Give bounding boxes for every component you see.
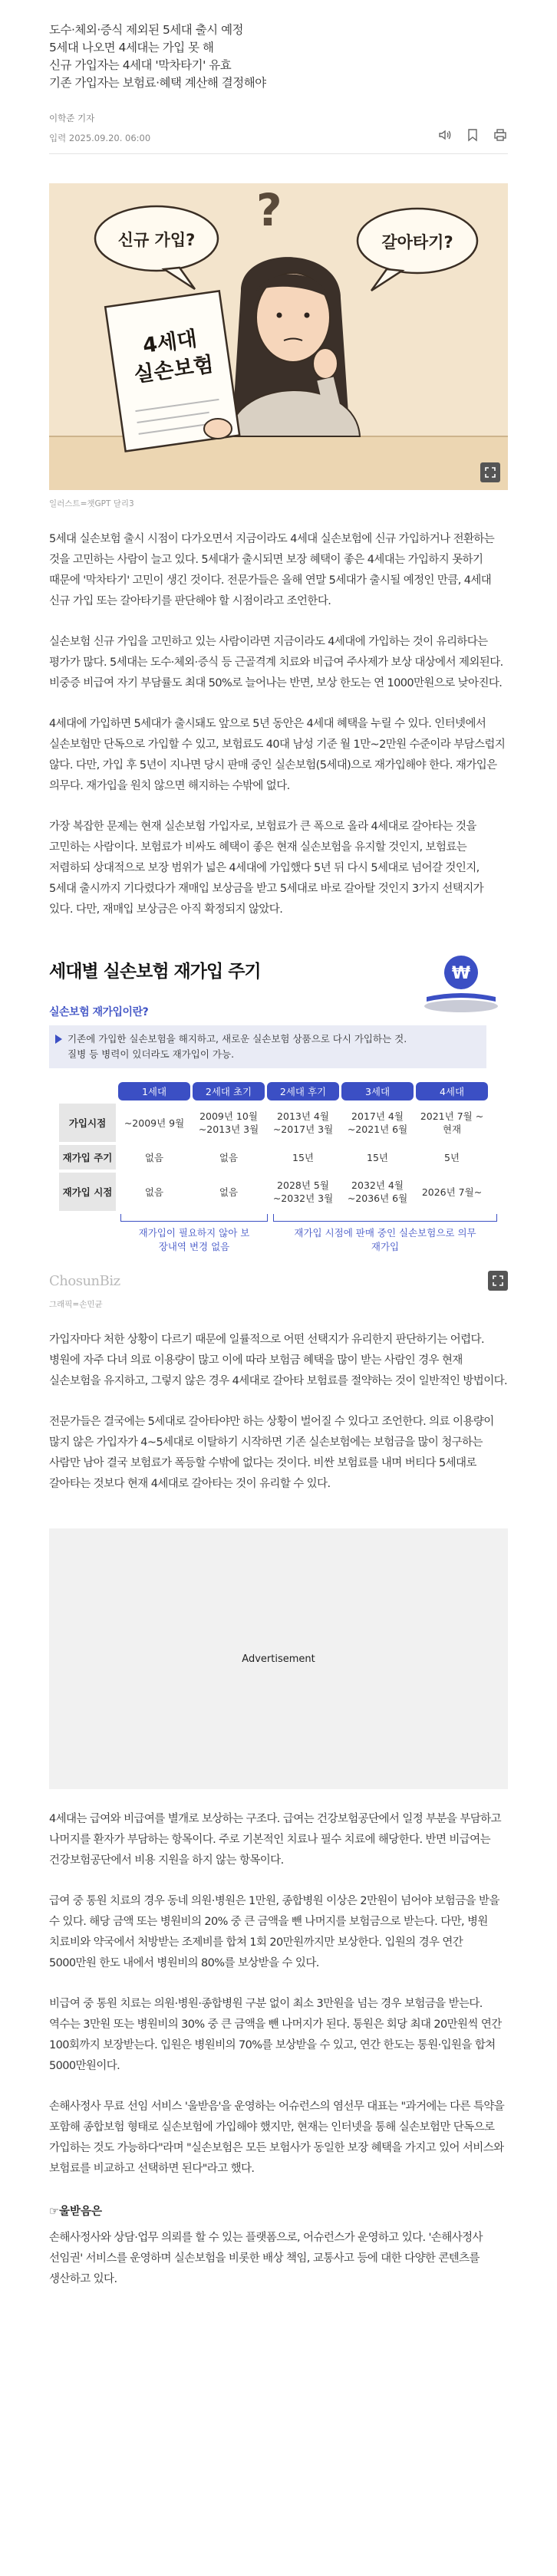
article-subtitles <box>49 0 557 92</box>
table-cell: 2009년 10월 ~2013년 3월 <box>198 1110 259 1135</box>
bookmark-icon[interactable] <box>465 127 480 143</box>
expand-image-button[interactable] <box>480 462 500 482</box>
subtitle-line: 신규 가입자는 4세대 '막차타기' 유효 <box>49 58 232 72</box>
triangle-bullet-icon <box>55 1035 62 1044</box>
row-label: 재가입 시점 <box>59 1173 116 1211</box>
table-cell: 2028년 5월 ~2032년 3월 <box>272 1179 334 1204</box>
row-label: 재가입 주기 <box>59 1145 116 1170</box>
reenrollment-infographic <box>49 951 508 1291</box>
table-cell: 없음 <box>219 1151 239 1163</box>
byline <box>49 112 508 144</box>
paragraph: 비급여 중 통원 치료는 의원·병원·종합병원 구분 없이 최소 3만원을 넘는 경우 보험금을 받는다. 역수는 3만원 또는 병원비의 30% 중 큰 금액을 뺀 나머지가 된다. 통원은 회당 최대 20만원씩 연간 100회까지 보장받는다. 입원은 병원비의 70%를 보상받을 수 있고, 연간 한도는 통원·입원을 합쳐 5000만원이다. <box>49 1998 502 2072</box>
article-body-1 <box>49 529 508 920</box>
print-icon[interactable] <box>493 127 508 143</box>
svg-text:?: ? <box>256 184 282 236</box>
table-row <box>59 1104 488 1142</box>
table-corner <box>59 1082 116 1100</box>
table-cell: 없음 <box>144 1186 164 1198</box>
table-cell: 2026년 7월~ <box>421 1186 483 1198</box>
paragraph: 가입자마다 처한 상황이 다르기 때문에 일률적으로 어떤 선택지가 유리한지 판단하기는 어렵다. 병원에 자주 다녀 의료 이용량이 많고 이에 따라 보험금 혜택을 많이 받는 사람인 경우 현재 실손보험을 유지하고, 그렇지 않은 경우 4세대로 갈아타 보험료를 절약하는 것이 일반적인 방법이다. <box>49 1334 508 1387</box>
hero-bubble-right-text: 갈아타기? <box>381 233 453 252</box>
paragraph: 손해사정사와 상담·업무 의뢰를 할 수 있는 플랫폼으로, 어슈런스가 운영하고 있다. '손해사정사 선임권' 서비스를 운영하며 실손보험을 비롯한 배상 책임, 교통사고 등에 대한 다양한 콘텐츠를 생산하고 있다. <box>49 2232 483 2285</box>
subtitle-line: 도수·체외·증식 제외된 5세대 출시 예정 <box>49 23 244 37</box>
article-body-2 <box>49 1330 508 1495</box>
paragraph: 실손보험 신규 가입을 고민하고 있는 사람이라면 지금이라도 4세대에 가입하는 것이 유리하다는 평가가 많다. 5세대는 도수·체외·증식 등 근골격계 치료와 비급여 주사제가 보상 대상에서 제외된다. 비중증 비급여 자기 부담률도 최대 50%로 늘어나는 반면, 보상 한도는 연 1000만원으로 낮아진다. <box>49 636 503 689</box>
infographic-title: 세대별 실손보험 재가입 주기 <box>49 962 261 982</box>
infographic-question: 실손보험 재가입이란? <box>49 1006 149 1018</box>
paragraph: 5세대 실손보험 출시 시점이 다가오면서 지금이라도 4세대 실손보험에 신규 가입하거나 전환하는 것을 고민하는 사람이 늘고 있다. 5세대가 출시되면 보장 혜택이 좋은 4세대는 가입하지 못하기 때문에 '막차타기' 고민이 생긴 것이다. 전문가들은 올해 연말 5세대가 출시될 예정인 만큼, 4세대 신규 가입 또는 갈아타기를 판단해야 할 시점이라고 조언한다. <box>49 533 495 607</box>
table-header-row <box>59 1082 488 1100</box>
bracket-right-label: 재가입 시점에 판매 중인 실손보험으로 의무 재가입 <box>294 1227 476 1252</box>
section-heading: ☞울받음은 <box>49 2206 103 2218</box>
infographic-caption: 그래픽=손민균 <box>49 1300 103 1309</box>
infographic-footer <box>49 1271 508 1291</box>
hero-bubble-left-text: 신규 가입? <box>117 231 196 249</box>
bracket-left <box>120 1214 268 1222</box>
table-cell: 2032년 4월 ~2036년 6월 <box>347 1179 408 1204</box>
hero-illustration <box>49 183 508 490</box>
paragraph: 전문가들은 결국에는 5세대로 갈아타야만 하는 상황이 벌어질 수 있다고 조언한다. 의료 이용량이 많지 않은 가입자가 4~5세대로 이탈하기 시작하면 기존 실손보험에는 보험금을 많이 청구하는 사람만 남아 결국 보험료가 폭등할 수밖에 없다는 것이다. 비싼 보험료를 내며 버티다 5세대로 갈아타는 것보다 현재 4세대로 갈아타는 것이 유리할 수 있다. <box>49 1416 494 1490</box>
hero-caption: 일러스트=챗GPT 달리3 <box>49 499 134 508</box>
table-cell: ~2009년 9월 <box>124 1117 185 1129</box>
advertisement-label: Advertisement <box>242 1653 315 1665</box>
svg-text:₩: ₩ <box>451 964 471 983</box>
article-column <box>49 0 557 2290</box>
hero-paper-line-1: 4세대 <box>141 327 199 358</box>
subtitle-line: 기존 가입자는 보험료·혜택 계산해 결정해야 <box>49 76 266 90</box>
paragraph: 급여 중 통원 치료의 경우 동네 의원·병원은 1만원, 종합병원 이상은 2만원이 넘어야 보험금을 받을 수 있다. 해당 금액 또는 병원비의 20% 중 큰 금액을 뺀 나머지를 보험금으로 받는다. 다만, 병원 치료비와 약국에서 처방받는 조제비를 합쳐 1회 20만원까지만 보상한다. 입원의 경우 연간 5000만원 한도 내에서 병원비의 80%를 보상받을 수 있다. <box>49 1895 499 1969</box>
row-label: 가입시점 <box>59 1104 116 1142</box>
publish-date: 입력 2025.09.20. 06:00 <box>49 133 151 143</box>
group-brackets <box>49 1214 508 1260</box>
article-body-3 <box>49 1809 508 2180</box>
definition-line-1: 기존에 가입한 실손보험을 해지하고, 새로운 실손보험 상품으로 다시 가입하는 것. <box>68 1033 407 1045</box>
bracket-left-label: 재가입이 필요하지 않아 보장내역 변경 없음 <box>138 1227 250 1252</box>
column-header: 2세대 후기 <box>267 1082 339 1100</box>
table-cell: 15년 <box>292 1151 314 1163</box>
hero-paper-line-2: 실손보험 <box>132 352 216 387</box>
definition-note <box>49 1025 486 1068</box>
paragraph: 4세대에 가입하면 5세대가 출시돼도 앞으로 5년 동안은 4세대 혜택을 누릴 수 있다. 인터넷에서 실손보험만 단독으로 가입할 수 있고, 보험료도 40대 남성 기준 월 1만~2만원 수준이라 부담스럽지 않다. 다만, 가입 후 5년이 지나면 당시 판매 중인 실손보험(5세대)으로 재가입해야 한다. 재가입은 의무다. 재가입을 원치 않으면 해지하는 수밖에 없다. <box>49 718 506 792</box>
byline-divider <box>49 153 508 154</box>
article-tools <box>437 127 508 144</box>
expand-image-button[interactable] <box>488 1271 508 1291</box>
table-row <box>59 1173 488 1211</box>
paragraph: 손해사정사 무료 선임 서비스 '울받음'을 운영하는 어슈런스의 염선무 대표는 "과거에는 다른 특약을 포함해 종합보험 형태로 실손보험에 가입해야 했지만, 현재는 인터넷을 통해 실손보험만 단독으로 가입하는 것도 가능하다"라며 "실손보험은 모든 보험사가 동일한 보장 혜택을 가지고 있어 서비스와 보험료를 비교하고 선택하면 된다"라고 했다. <box>49 2101 505 2175</box>
article-body-4 <box>49 2228 508 2290</box>
expand-icon <box>485 467 496 478</box>
table-cell: 없음 <box>144 1151 164 1163</box>
generation-table <box>57 1079 490 1214</box>
table-cell: 2013년 4월 ~2017년 3월 <box>272 1110 334 1135</box>
bracket-right <box>273 1214 497 1222</box>
advertisement-slot[interactable] <box>49 1528 508 1789</box>
paragraph: 4세대는 급여와 비급여를 별개로 보상하는 구조다. 급여는 건강보험공단에서 일정 부분을 부담하고 나머지를 환자가 부담하는 항목이다. 주로 기본적인 치료나 필수 치료에 해당한다. 반면 비급여는 건강보험공단에서 비용 지원을 하지 않는 항목이다. <box>49 1813 502 1867</box>
table-cell: 5년 <box>443 1151 460 1163</box>
speaker-icon[interactable] <box>437 127 453 143</box>
reporter-name[interactable]: 이학준 기자 <box>49 113 95 123</box>
definition-line-2: 질병 등 병력이 있더라도 재가입이 가능. <box>68 1048 235 1060</box>
table-cell: 15년 <box>367 1151 388 1163</box>
table-cell: 2021년 7월 ~현재 <box>420 1110 484 1135</box>
subtitle-line: 5세대 나오면 4세대는 가입 못 해 <box>49 41 214 54</box>
column-header: 4세대 <box>416 1082 488 1100</box>
column-header: 2세대 초기 <box>193 1082 265 1100</box>
column-header: 3세대 <box>341 1082 414 1100</box>
table-cell: 2017년 4월 ~2021년 6월 <box>347 1110 408 1135</box>
chosunbiz-logo: ChosunBiz <box>49 1272 120 1289</box>
table-row <box>59 1145 488 1170</box>
paragraph: 가장 복잡한 문제는 현재 실손보험 가입자로, 보험료가 큰 폭으로 올라 4세대로 갈아타는 것을 고민하는 사람이다. 보험료가 비싸도 혜택이 좋은 현재 실손보험을 유지할 것인지, 보험료는 저렴하되 상대적으로 보장 범위가 넓은 4세대에 가입했다 5년 뒤 다시 5세대로 넘어갈 것인지, 5세대 출시까지 기다렸다가 재매입 보상금을 받고 5세대로 바로 갈아탈 것인지 3가지 선택지가 있다. 다만, 재매입 보상금은 아직 확정되지 않았다. <box>49 821 484 916</box>
table-cell: 없음 <box>219 1186 239 1198</box>
expand-icon <box>493 1275 503 1286</box>
column-header: 1세대 <box>118 1082 190 1100</box>
pill-capsule-icon <box>419 951 503 1018</box>
